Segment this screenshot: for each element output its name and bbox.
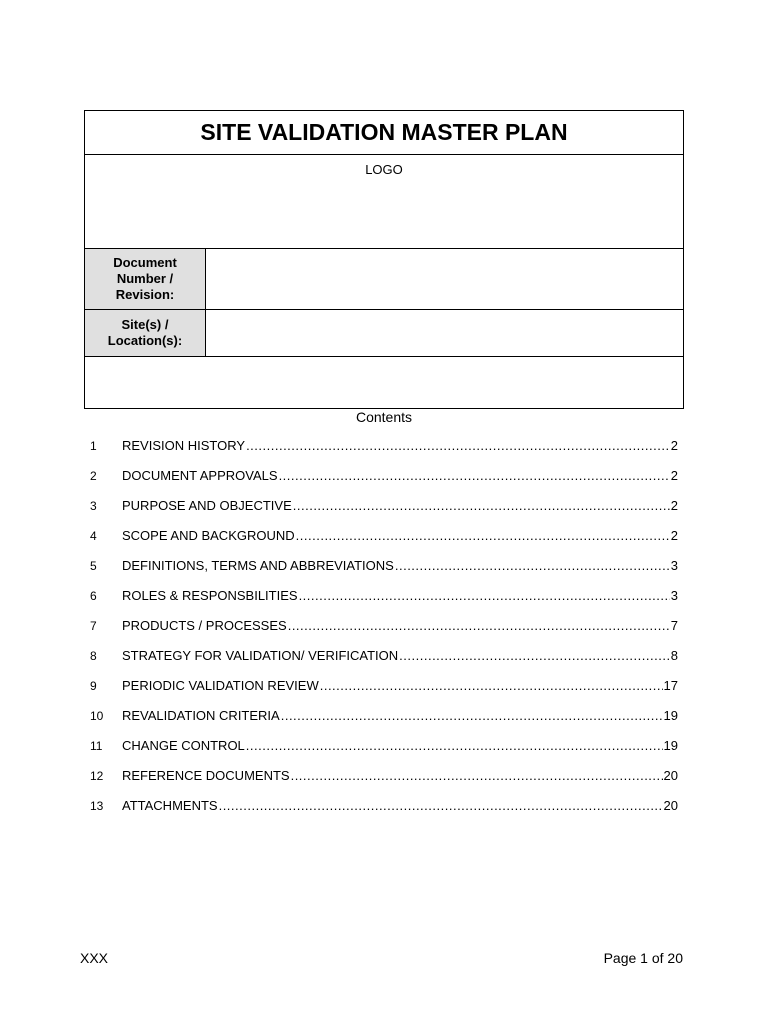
- toc-item-page: 2: [670, 438, 678, 453]
- toc-leader-dots: [399, 648, 670, 663]
- toc-leader-dots: [293, 498, 670, 513]
- toc-item-page: 20: [663, 768, 678, 783]
- toc-item-number: 6: [90, 589, 97, 603]
- toc-item-title: PURPOSE AND OBJECTIVE: [122, 498, 292, 513]
- toc-leader-dots: [219, 798, 663, 813]
- toc-item-title: REVISION HISTORY: [122, 438, 246, 453]
- page-number: Page 1 of 20: [603, 950, 683, 966]
- toc-leader-dots: [395, 558, 670, 573]
- document-number-row: [85, 249, 683, 310]
- toc-item-number: 5: [90, 559, 97, 573]
- toc-item[interactable]: [84, 528, 678, 558]
- toc-item-page: 20: [663, 798, 678, 813]
- toc-leader-dots: [279, 468, 670, 483]
- document-number-value: [206, 249, 683, 309]
- toc-item[interactable]: [84, 558, 678, 588]
- toc-item[interactable]: [84, 798, 678, 828]
- site-location-row: [85, 310, 683, 357]
- toc-item-title: DOCUMENT APPROVALS: [122, 468, 278, 483]
- toc-item-number: 12: [90, 769, 104, 783]
- toc-item-page: 3: [670, 588, 678, 603]
- toc-item-page: 19: [663, 738, 678, 753]
- toc-item[interactable]: [84, 708, 678, 738]
- toc-item-title: STRATEGY FOR VALIDATION/ VERIFICATION: [122, 648, 399, 663]
- toc-item-page: 2: [670, 468, 678, 483]
- toc-item[interactable]: [84, 738, 678, 768]
- toc-item-number: 2: [90, 469, 97, 483]
- toc-item-number: 9: [90, 679, 97, 693]
- toc-leader-dots: [296, 528, 670, 543]
- toc-item-title: DEFINITIONS, TERMS AND ABBREVIATIONS: [122, 558, 394, 573]
- toc-item-number: 11: [90, 739, 103, 753]
- toc-item-title: SCOPE AND BACKGROUND: [122, 528, 295, 543]
- site-location-value: [206, 310, 683, 356]
- toc-item[interactable]: [84, 498, 678, 528]
- toc-item-page: 17: [663, 678, 678, 693]
- toc-item[interactable]: [84, 588, 678, 618]
- toc-leader-dots: [246, 438, 670, 453]
- toc-item-number: 7: [90, 619, 97, 633]
- toc-item[interactable]: [84, 768, 678, 798]
- toc-leader-dots: [288, 618, 670, 633]
- toc-item-title: PERIODIC VALIDATION REVIEW: [122, 678, 319, 693]
- logo-text: LOGO: [365, 162, 403, 177]
- toc-item-number: 8: [90, 649, 97, 663]
- toc-item-number: 4: [90, 529, 97, 543]
- toc-item-number: 13: [90, 799, 104, 813]
- footer-left-text: XXX: [80, 950, 109, 966]
- toc-leader-dots: [281, 708, 663, 723]
- toc-item[interactable]: [84, 438, 678, 468]
- toc-item-title: REFERENCE DOCUMENTS: [122, 768, 290, 783]
- toc-leader-dots: [320, 678, 663, 693]
- toc-item-title: ROLES & RESPONSBILITIES: [122, 588, 298, 603]
- toc-item-page: 7: [670, 618, 678, 633]
- toc-item-page: 2: [670, 528, 678, 543]
- toc-item-title: ATTACHMENTS: [122, 798, 218, 813]
- toc-item[interactable]: [84, 618, 678, 648]
- toc-item-number: 10: [90, 709, 104, 723]
- contents-heading: Contents: [355, 409, 413, 425]
- toc-item-number: 3: [90, 499, 97, 513]
- toc-leader-dots: [291, 768, 663, 783]
- site-location-label: Site(s) / Location(s):: [85, 310, 206, 356]
- toc-item[interactable]: [84, 678, 678, 708]
- toc-item-title: CHANGE CONTROL: [122, 738, 245, 753]
- toc-item-page: 8: [670, 648, 678, 663]
- toc-item[interactable]: [84, 648, 678, 678]
- document-number-label: Document Number / Revision:: [85, 249, 206, 309]
- blank-row: [85, 357, 683, 409]
- document-title: SITE VALIDATION MASTER PLAN: [85, 111, 683, 155]
- toc-item[interactable]: [84, 468, 678, 498]
- cover-table: [84, 110, 684, 409]
- logo-placeholder: [85, 154, 683, 249]
- toc-item-page: 2: [670, 498, 678, 513]
- toc-item-title: REVALIDATION CRITERIA: [122, 708, 280, 723]
- toc-item-number: 1: [90, 439, 97, 453]
- toc-leader-dots: [299, 588, 670, 603]
- toc-item-title: PRODUCTS / PROCESSES: [122, 618, 287, 633]
- toc-item-page: 19: [663, 708, 678, 723]
- table-of-contents: [84, 438, 678, 828]
- toc-item-page: 3: [670, 558, 678, 573]
- toc-leader-dots: [246, 738, 663, 753]
